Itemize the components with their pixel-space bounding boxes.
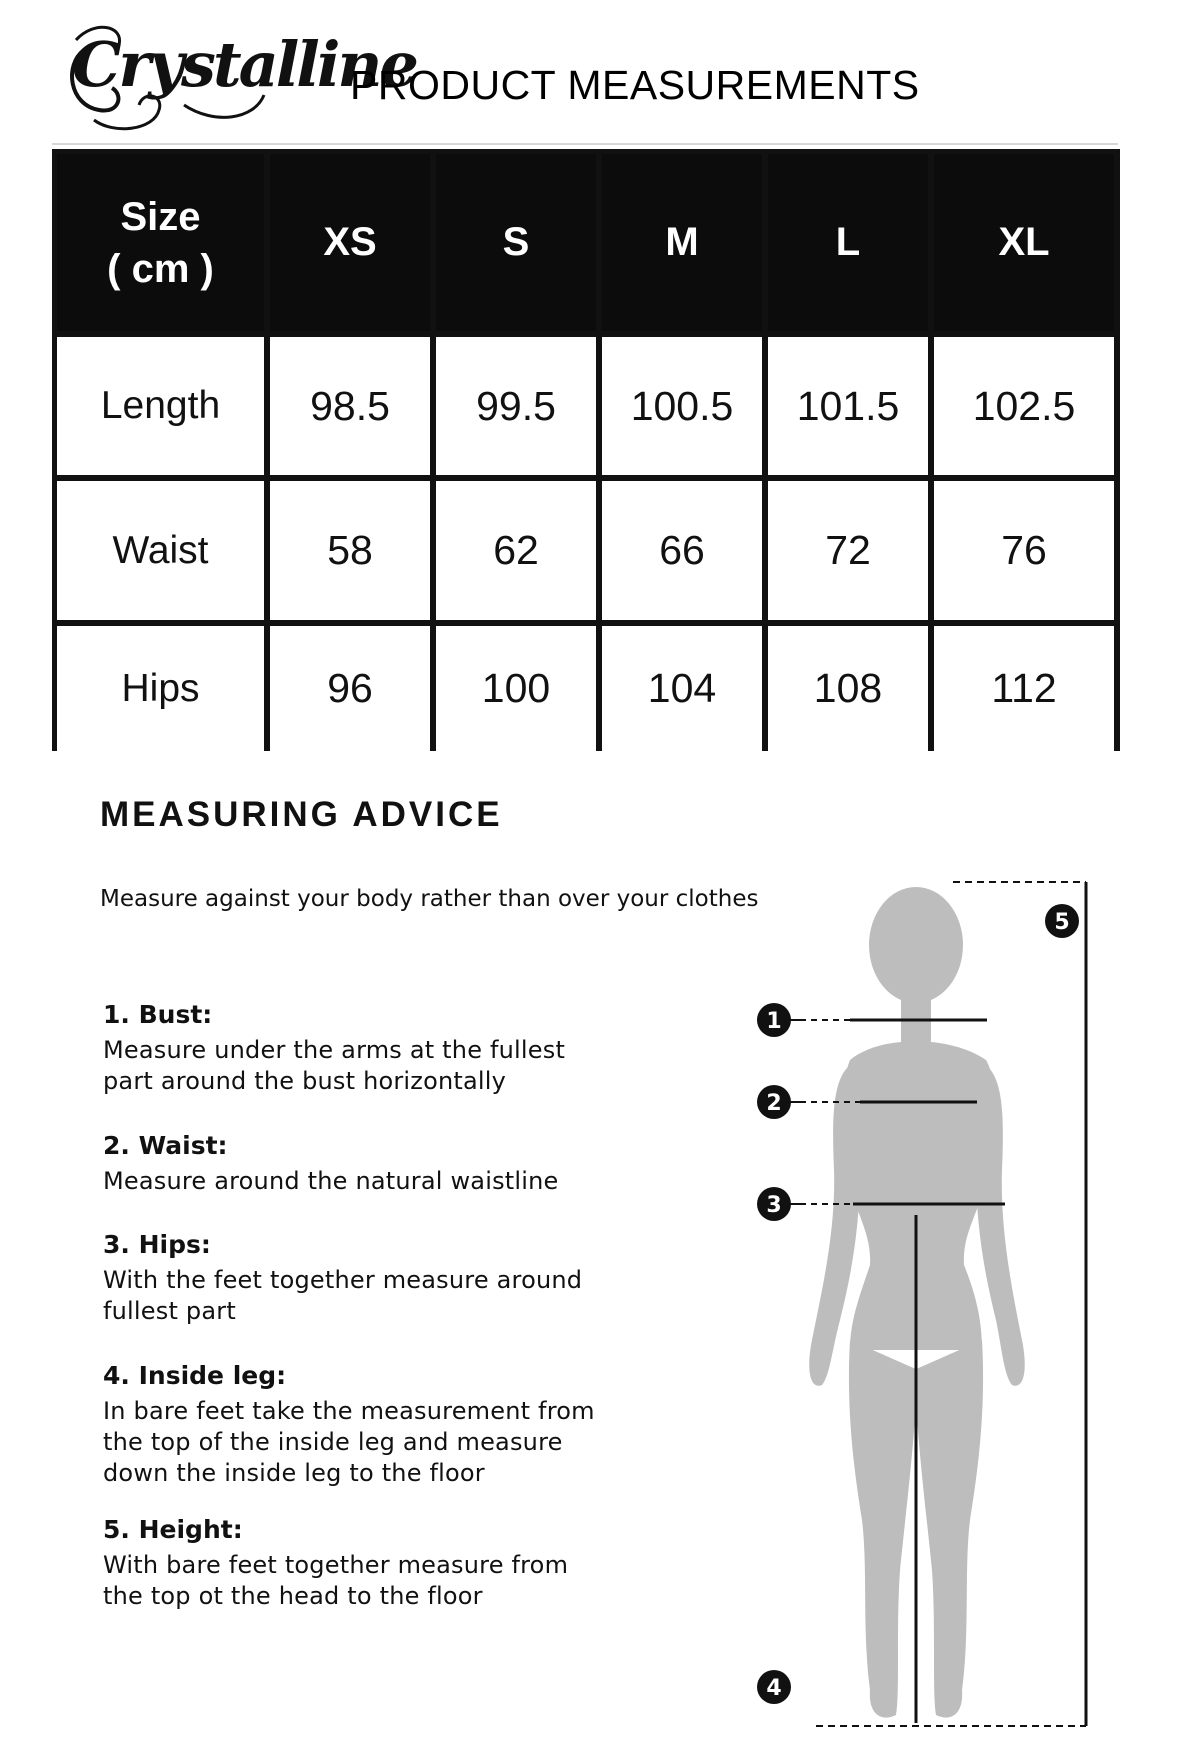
table-cell: 62 (436, 481, 596, 620)
size-table (52, 149, 1120, 751)
table-cell: 66 (602, 481, 762, 620)
size-header-label: Size (120, 194, 201, 239)
table-header-m: M (602, 154, 762, 331)
step-line: In bare feet take the measurement from (103, 1397, 595, 1425)
step-title: 1. Bust: (103, 1000, 213, 1029)
step-title: 3. Hips: (103, 1230, 211, 1259)
marker-inside-leg (757, 1670, 791, 1704)
table-cell: 99.5 (436, 337, 596, 475)
table-cell: 101.5 (768, 337, 928, 475)
marker-label: 2 (766, 1091, 782, 1116)
marker-waist (757, 1085, 791, 1119)
advice-step-hips (103, 1230, 663, 1327)
advice-step-bust (103, 1000, 663, 1097)
step-body (103, 1396, 663, 1489)
row-label-length: Length (57, 337, 264, 475)
marker-label: 1 (766, 1009, 782, 1034)
row-label-hips: Hips (57, 626, 264, 751)
step-title: 5. Height: (103, 1515, 243, 1544)
title-divider (52, 143, 1118, 145)
step-line: With bare feet together measure from (103, 1551, 569, 1579)
body-measurement-figure (750, 870, 1110, 1735)
step-body (103, 1035, 663, 1097)
marker-hips (757, 1187, 791, 1221)
marker-label: 3 (766, 1193, 782, 1218)
step-body (103, 1166, 663, 1197)
table-header-s: S (436, 154, 596, 331)
step-line: down the inside leg to the floor (103, 1459, 485, 1487)
row-label-waist: Waist (57, 481, 264, 620)
table-cell: 108 (768, 626, 928, 751)
step-line: Measure around the natural waistline (103, 1167, 559, 1195)
table-cell: 100.5 (602, 337, 762, 475)
table-cell: 112 (934, 626, 1114, 751)
table-cell: 96 (270, 626, 430, 751)
table-cell: 102.5 (934, 337, 1114, 475)
step-body (103, 1265, 663, 1327)
brand-logo (64, 10, 416, 135)
advice-step-waist (103, 1131, 663, 1197)
table-header-size (57, 154, 264, 331)
marker-bust (757, 1003, 791, 1037)
logo-wordmark: Crystalline (72, 28, 416, 101)
body-silhouette-icon (750, 870, 1110, 1735)
step-line: With the feet together measure around (103, 1266, 583, 1294)
advice-step-height (103, 1515, 663, 1612)
step-line: part around the bust horizontally (103, 1067, 507, 1095)
table-header-l: L (768, 154, 928, 331)
step-title: 2. Waist: (103, 1131, 228, 1160)
step-line: Measure under the arms at the fullest (103, 1036, 566, 1064)
step-title: 4. Inside leg: (103, 1361, 287, 1390)
table-header-xl: XL (934, 154, 1114, 331)
step-line: the top of the inside leg and measure (103, 1428, 563, 1456)
table-cell: 72 (768, 481, 928, 620)
table-cell: 98.5 (270, 337, 430, 475)
step-line: fullest part (103, 1297, 236, 1325)
advice-intro: Measure against your body rather than over your clothes (100, 886, 759, 912)
advice-step-inside-leg (103, 1361, 663, 1489)
advice-heading: MEASURING ADVICE (100, 795, 503, 834)
marker-height (1045, 904, 1079, 938)
page-title: PRODUCT MEASUREMENTS (350, 62, 920, 108)
step-body (103, 1550, 663, 1612)
table-cell: 58 (270, 481, 430, 620)
size-header-unit: ( cm ) (107, 246, 214, 291)
step-line: the top ot the head to the floor (103, 1582, 483, 1610)
table-cell: 104 (602, 626, 762, 751)
table-header-xs: XS (270, 154, 430, 331)
marker-label: 4 (766, 1676, 782, 1701)
table-cell: 100 (436, 626, 596, 751)
marker-label: 5 (1054, 910, 1070, 935)
table-cell: 76 (934, 481, 1114, 620)
